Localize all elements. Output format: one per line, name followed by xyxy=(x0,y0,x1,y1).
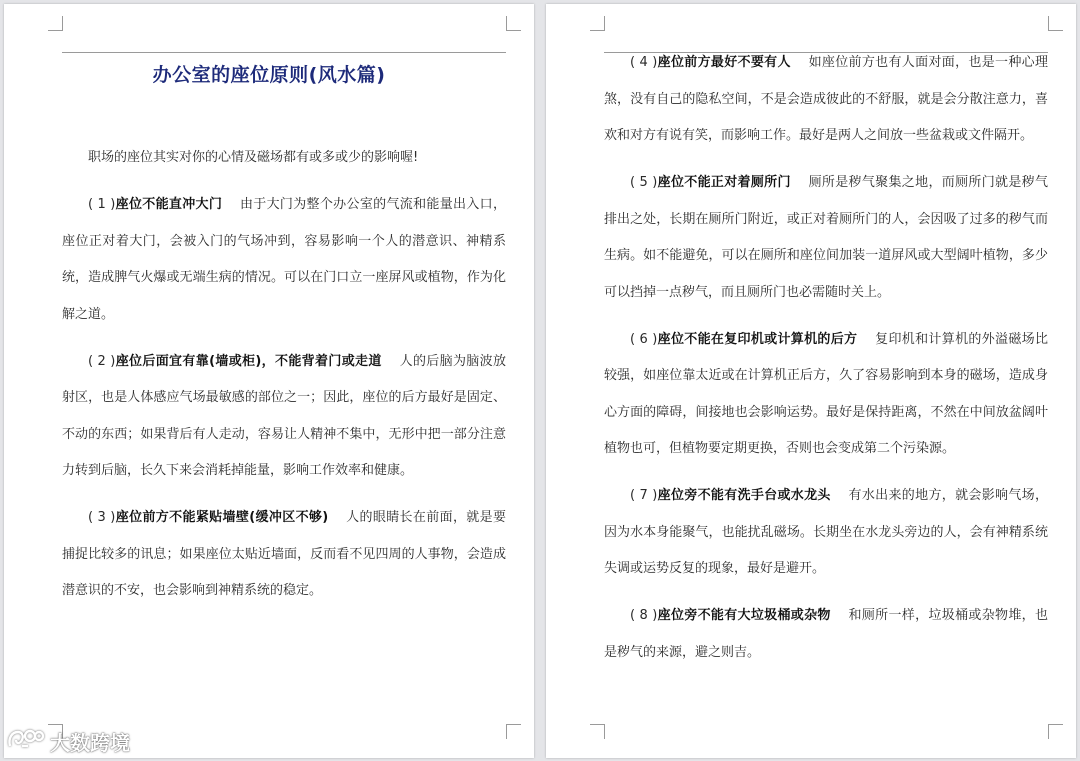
margin-corner-top-right xyxy=(506,16,521,31)
page-2-body xyxy=(604,45,1048,682)
header-rule xyxy=(62,52,506,53)
document-title: 办公室的座位原则(风水篇) xyxy=(152,64,386,86)
section-8 xyxy=(604,598,1048,671)
section-heading: 座位旁不能有大垃圾桶或杂物 xyxy=(657,608,831,623)
section-number: ( 7 ) xyxy=(630,488,658,503)
section-body: 和厕所一样，垃圾桶或杂物堆，也是秽气的来源，避之则吉。 xyxy=(604,608,1048,660)
section-number: ( 4 ) xyxy=(630,55,658,70)
section-heading: 座位不能在复印机或计算机的后方 xyxy=(657,331,858,347)
intro-paragraph: 职场的座位其实对你的心情及磁场都有或多或少的影响喔! xyxy=(88,150,419,165)
section-body: 厕所是秽气聚集之地，而厕所门就是秽气排出之处，长期在厕所门附近，或正对着厕所门的人，会因吸了过多的秽气而生病。如不能避免，可以在厕所和座位间加装一道屏风或大型阔叶植物，多少可以挡掉一点秽气，而且厕所门也必需随时关上。 xyxy=(604,175,1048,300)
section-1 xyxy=(62,187,506,333)
margin-corner-bottom-right xyxy=(1048,724,1063,739)
section-body: 如座位前方也有人面对面，也是一种心理煞，没有自己的隐私空间，不是会造成彼此的不舒服，就是会分散注意力，喜欢和对方有说有笑，而影响工作。最好是两人之间放一些盆栽或文件隔开。 xyxy=(604,55,1048,143)
section-heading: 座位前方不能紧贴墙壁(缓冲区不够) xyxy=(115,510,329,525)
section-7 xyxy=(604,478,1048,588)
watermark xyxy=(6,726,130,756)
section-body: 有水出来的地方，就会影响气场，因为水本身能聚气，也能扰乱磁场。长期坐在水龙头旁边的人，会有神精系统失调或运势反复的现象，最好是避开。 xyxy=(604,488,1048,576)
section-heading: 座位后面宜有靠(墙或柜)，不能背着门或走道 xyxy=(115,353,382,369)
margin-corner-top-left xyxy=(590,16,605,31)
section-3 xyxy=(62,500,506,610)
section-number: ( 5 ) xyxy=(630,175,658,190)
section-body: 复印机和计算机的外溢磁场比较强，如座位靠太近或在计算机正后方，久了容易影响到本身的磁场，造成身心方面的障碍，间接地也会影响运势。最好是保持距离，不然在中间放盆阔叶植物也可，但植物要定期更换，否则也会变成第二个污染源。 xyxy=(604,331,1048,456)
section-5 xyxy=(604,165,1048,311)
section-6 xyxy=(604,322,1048,468)
margin-corner-bottom-right xyxy=(506,724,521,739)
watermark-text: 大数跨境 xyxy=(50,730,130,755)
section-number: ( 3 ) xyxy=(88,510,116,525)
section-2 xyxy=(62,344,506,490)
section-body: 由于大门为整个办公室的气流和能量出入口，座位正对着大门，会被入门的气场冲到，容易影响一个人的潜意识、神精系统，造成脾气火爆或无端生病的情况。可以在门口立一座屏风或植物，作为化解之道。 xyxy=(62,197,506,322)
document-page-1 xyxy=(4,4,534,758)
logo-icon xyxy=(6,726,46,757)
section-body: 人的眼睛长在前面，就是要捕捉比较多的讯息；如果座位太贴近墙面，反而看不见四周的人事物，会造成潜意识的不安，也会影响到神精系统的稳定。 xyxy=(62,510,506,598)
section-number: ( 2 ) xyxy=(88,353,116,369)
section-heading: 座位不能正对着厕所门 xyxy=(657,175,791,190)
document-page-2 xyxy=(546,4,1076,758)
section-heading: 座位旁不能有洗手台或水龙头 xyxy=(657,488,831,503)
section-number: ( 1 ) xyxy=(88,197,116,212)
section-heading: 座位前方最好不要有人 xyxy=(657,55,791,70)
section-heading: 座位不能直冲大门 xyxy=(115,197,223,212)
page-1-body xyxy=(62,140,506,620)
section-4 xyxy=(604,45,1048,155)
section-number: ( 8 ) xyxy=(630,608,658,623)
section-number: ( 6 ) xyxy=(630,331,658,347)
margin-corner-bottom-left xyxy=(590,724,605,739)
margin-corner-top-right xyxy=(1048,16,1063,31)
margin-corner-top-left xyxy=(48,16,63,31)
section-body: 人的后脑为脑波放射区，也是人体感应气场最敏感的部位之一；因此，座位的后方最好是固定、不动的东西；如果背后有人走动，容易让人精神不集中，无形中把一部分注意力转到后脑，长久下来会消耗掉能量，影响工作效率和健康。 xyxy=(62,353,506,478)
